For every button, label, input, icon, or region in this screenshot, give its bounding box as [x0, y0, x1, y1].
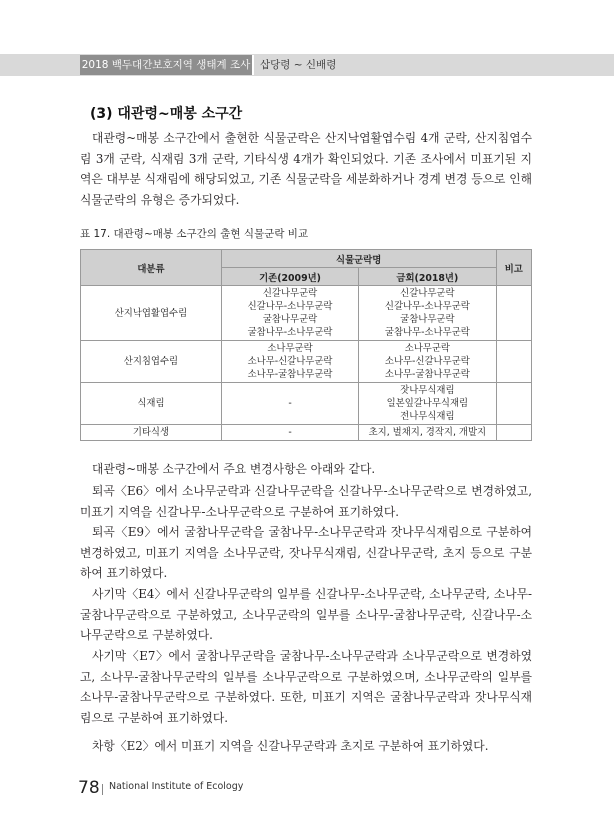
- header-note: 비고: [496, 250, 532, 286]
- cell-note: [496, 425, 532, 441]
- footer-divider: [102, 784, 103, 795]
- community-name: 초지, 벌채지, 경작지, 개발지: [368, 427, 487, 438]
- header-report-title: 2018 백두대간보호지역 생태계 조사: [80, 55, 252, 75]
- community-name: 굴참나무군락: [400, 314, 455, 325]
- cell-category: 산지침엽수림: [81, 341, 222, 383]
- vegetation-comparison-table: [80, 249, 532, 441]
- cell-note: [496, 286, 532, 341]
- page-number: 78: [78, 778, 100, 798]
- community-name: 굴참나무-소나무군락: [384, 327, 470, 338]
- community-name: 소나무-굴참나무군락: [384, 369, 470, 380]
- community-name: 신갈나무-소나무군락: [384, 301, 470, 312]
- intro-paragraph: 대관령~매봉 소구간에서 출현한 식물군락은 산지낙엽활엽수림 4개 군락, 산지침엽수림 3개 군락, 식재림 3개 군락, 기타식생 4개가 확인되었다. 기존 조사에서 미표기된 지역은 대부분 식재림에 해당되었고, 기존 식물군락을 세분화하거나 경계 변경 등으로 인해 식물군락의 유형은 증가되었다.: [80, 131, 532, 207]
- cell-note: [496, 341, 532, 383]
- cell-old: [221, 341, 358, 383]
- community-name: 굴참나무-소나무군락: [247, 327, 333, 338]
- cell-old: [221, 286, 358, 341]
- community-name: 신갈나무-소나무군락: [247, 301, 333, 312]
- community-name: 일본잎갈나무식재림: [386, 398, 469, 409]
- header-category: 대분류: [81, 250, 222, 286]
- footer-institute: National Institute of Ecology: [109, 781, 244, 792]
- table-row: [81, 286, 532, 341]
- community-name: 소나무-굴참나무군락: [247, 369, 333, 380]
- body-paragraph: 퇴곡〈E6〉에서 소나무군락과 신갈나무군락을 신갈나무-소나무군락으로 변경하였고, 미표기 지역을 신갈나무-소나무군락으로 구분하여 표기하였다.: [80, 484, 532, 519]
- body-paragraph: 대관령~매봉 소구간에서 주요 변경사항은 아래와 같다.: [92, 462, 376, 476]
- body-paragraph: 사기막〈E4〉에서 신갈나무군락의 일부를 신갈나무-소나무군락, 소나무군락, 소나무-굴참나무군락으로 구분하였고, 소나무군락의 일부를 소나무-굴참나무군락, 신갈나무-소나무군락으로 구분하였다.: [80, 587, 532, 642]
- header-community-name: 식물군락명: [221, 250, 496, 268]
- cell-new: [359, 425, 496, 441]
- table-caption: 표 17. 대관령~매봉 소구간의 출현 식물군락 비교: [80, 228, 309, 240]
- community-name: 신갈나무군락: [262, 288, 318, 299]
- community-name: -: [288, 427, 292, 438]
- header-section-name: 삽당령 ~ 신배령: [260, 59, 337, 71]
- body-paragraph: 차항〈E2〉에서 미표기 지역을 신갈나무군락과 초지로 구분하여 표기하였다.: [92, 739, 489, 753]
- body-paragraph: 사기막〈E7〉에서 굴참나무군락을 굴참나무-소나무군락과 소나무군락으로 변경하였고, 소나무-굴참나무군락의 일부를 소나무군락으로 구분하였으며, 소나무군락의 일부를 소나무-굴참나무군락으로 구분하였다. 또한, 미표기 지역은 굴참나무군락과 잣나무식재림으로 구분하여 표기하였다.: [80, 649, 532, 725]
- body-paragraph: 퇴곡〈E9〉에서 굴참나무군락을 굴참나무-소나무군락과 잣나무식재림으로 구분하여 변경하였고, 미표기 지역을 소나무군락, 잣나무식재림, 신갈나무군락, 초지 등으로 구분하여 표기하였다.: [80, 525, 532, 580]
- table-row: [81, 383, 532, 425]
- cell-new: [359, 286, 496, 341]
- community-name: 굴참나무군락: [262, 314, 318, 325]
- section-title: (3) 대관령~매봉 소구간: [90, 106, 243, 122]
- header-separator: [252, 55, 254, 75]
- header-old: 기존(2009년): [221, 268, 358, 286]
- cell-new: [359, 341, 496, 383]
- table-row: [81, 341, 532, 383]
- community-name: 잣나무식재림: [400, 385, 455, 396]
- cell-old: [221, 383, 358, 425]
- community-name: 신갈나무군락: [400, 288, 455, 299]
- community-name: 소나무-신갈나무군락: [247, 356, 333, 367]
- community-name: 소나무군락: [267, 343, 313, 354]
- community-name: -: [288, 398, 292, 409]
- table-body: [81, 286, 532, 441]
- cell-new: [359, 383, 496, 425]
- cell-category: 산지낙엽활엽수림: [81, 286, 222, 341]
- community-name: 소나무군락: [404, 343, 450, 354]
- header-new: 금회(2018년): [359, 268, 496, 286]
- cell-old: [221, 425, 358, 441]
- cell-category: 식재림: [81, 383, 222, 425]
- table-row: [81, 425, 532, 441]
- cell-note: [496, 383, 532, 425]
- cell-category: 기타식생: [81, 425, 222, 441]
- community-name: 소나무-신갈나무군락: [384, 356, 470, 367]
- community-name: 전나무식재림: [400, 411, 455, 422]
